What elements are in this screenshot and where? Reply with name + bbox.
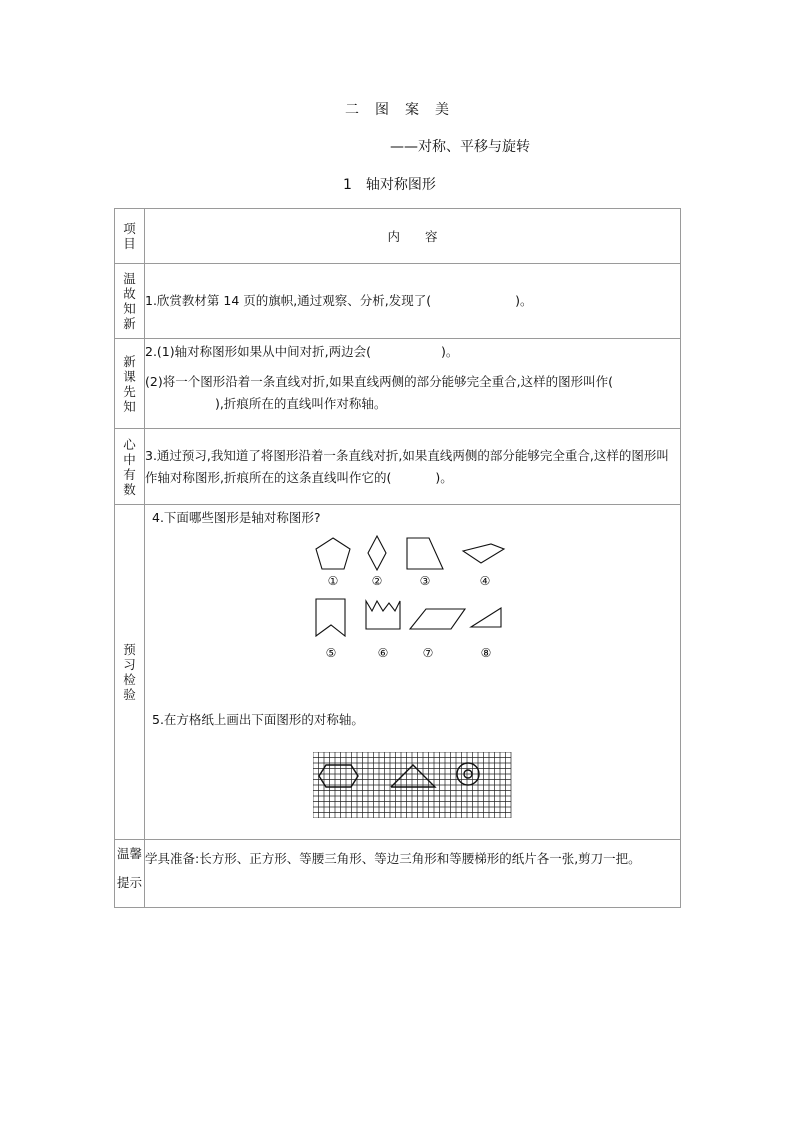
pentagon-shape xyxy=(316,538,350,569)
label-char: 新 xyxy=(123,353,136,369)
question-text: 1.欣赏教材第 14 页的旗帜,通过观察、分析,发现了( xyxy=(145,293,432,308)
question-4-text: 4.下面哪些图形是轴对称图形? xyxy=(152,510,321,525)
rhombus-shape xyxy=(368,536,386,570)
question-text: 2.(1)轴对称图形如果从中间对折,两边会( xyxy=(145,344,371,359)
grid-paper[interactable] xyxy=(313,752,513,818)
label-char: 温馨 xyxy=(116,846,142,861)
table-row xyxy=(115,505,681,840)
question-text: ),折痕所在的直线叫作对称轴。 xyxy=(215,396,387,411)
row-label xyxy=(115,429,145,505)
label-char: 习 xyxy=(123,657,136,672)
right-triangle-shape xyxy=(471,608,501,627)
table-row xyxy=(115,429,681,505)
label-char: 故 xyxy=(123,286,136,301)
label-char: 知 xyxy=(123,301,136,316)
label-char: 知 xyxy=(123,398,136,414)
shape-label: ③ xyxy=(419,574,431,588)
label-char: 先 xyxy=(123,383,136,399)
shape-label: ④ xyxy=(479,574,491,588)
preview-check-area xyxy=(145,505,680,835)
question-text: (2)将一个图形沿着一条直线对折,如果直线两侧的部分能够完全重合,这样的图形叫作( xyxy=(145,374,614,389)
chapter-char: 案 xyxy=(405,102,419,118)
label-char: 有 xyxy=(123,466,136,482)
flag-shape xyxy=(316,599,345,636)
question-text: 3.通过预习,我知道了将图形沿着一条直线对折,如果直线两侧的部分能够完全重合,这样的图形叫作轴对称图形,折痕所在的这条直线叫作它的( xyxy=(145,447,669,485)
label-char: 项 xyxy=(123,221,136,236)
shape-label: ① xyxy=(327,574,339,588)
chapter-char: 美 xyxy=(435,102,449,118)
worksheet-table xyxy=(114,208,681,908)
shape-label: ⑤ xyxy=(325,646,337,660)
table-row xyxy=(115,264,681,339)
label-char: 目 xyxy=(123,236,136,251)
label-char: 提示 xyxy=(116,875,142,890)
trapezoid-shape xyxy=(407,538,443,569)
question-text: )。 xyxy=(515,293,533,308)
lesson-number: 1 xyxy=(343,177,352,193)
row-label xyxy=(115,505,145,840)
preview-check-cell xyxy=(145,505,681,840)
row-label xyxy=(115,339,145,429)
table-row xyxy=(115,840,681,908)
crown-shape xyxy=(366,601,400,629)
lesson-title xyxy=(343,174,436,194)
label-char: 数 xyxy=(123,481,136,497)
chapter-char: 图 xyxy=(375,102,389,118)
tip-text: 学具准备:长方形、正方形、等腰三角形、等边三角形和等腰梯形的纸片各一张,剪刀一把。 xyxy=(145,840,681,908)
question-text: )。 xyxy=(435,469,453,485)
label-char: 中 xyxy=(123,451,136,467)
label-char: 检 xyxy=(123,672,136,687)
question-1 xyxy=(145,264,681,339)
label-char: 验 xyxy=(123,687,136,702)
row-label xyxy=(115,209,145,264)
chapter-char: 二 xyxy=(345,102,359,118)
shape-label: ⑦ xyxy=(422,646,434,660)
shape-label: ⑥ xyxy=(377,646,389,660)
question-5-text: 5.在方格纸上画出下面图形的对称轴。 xyxy=(152,712,364,727)
parallelogram-shape xyxy=(410,609,465,629)
question-2-2 xyxy=(145,371,680,415)
question-3 xyxy=(145,429,681,505)
shape-label: ⑧ xyxy=(480,646,492,660)
table-row xyxy=(115,209,681,264)
label-char: 心 xyxy=(123,436,136,452)
lesson-name: 轴对称图形 xyxy=(365,177,436,193)
row-label xyxy=(115,840,145,908)
chapter-title xyxy=(0,99,794,119)
question-text: )。 xyxy=(440,344,459,359)
kite-shape xyxy=(463,544,504,563)
table-row xyxy=(115,339,681,429)
label-char: 温 xyxy=(123,271,136,286)
question-2-1 xyxy=(145,341,680,363)
label-char: 预 xyxy=(123,642,136,657)
question-2 xyxy=(145,339,681,429)
row-label xyxy=(115,264,145,339)
label-char: 新 xyxy=(123,316,136,331)
chapter-subtitle: ——对称、平移与旋转 xyxy=(390,139,530,155)
content-header: 内 容 xyxy=(145,209,681,264)
shape-label: ② xyxy=(371,574,383,588)
label-char: 课 xyxy=(123,368,136,384)
